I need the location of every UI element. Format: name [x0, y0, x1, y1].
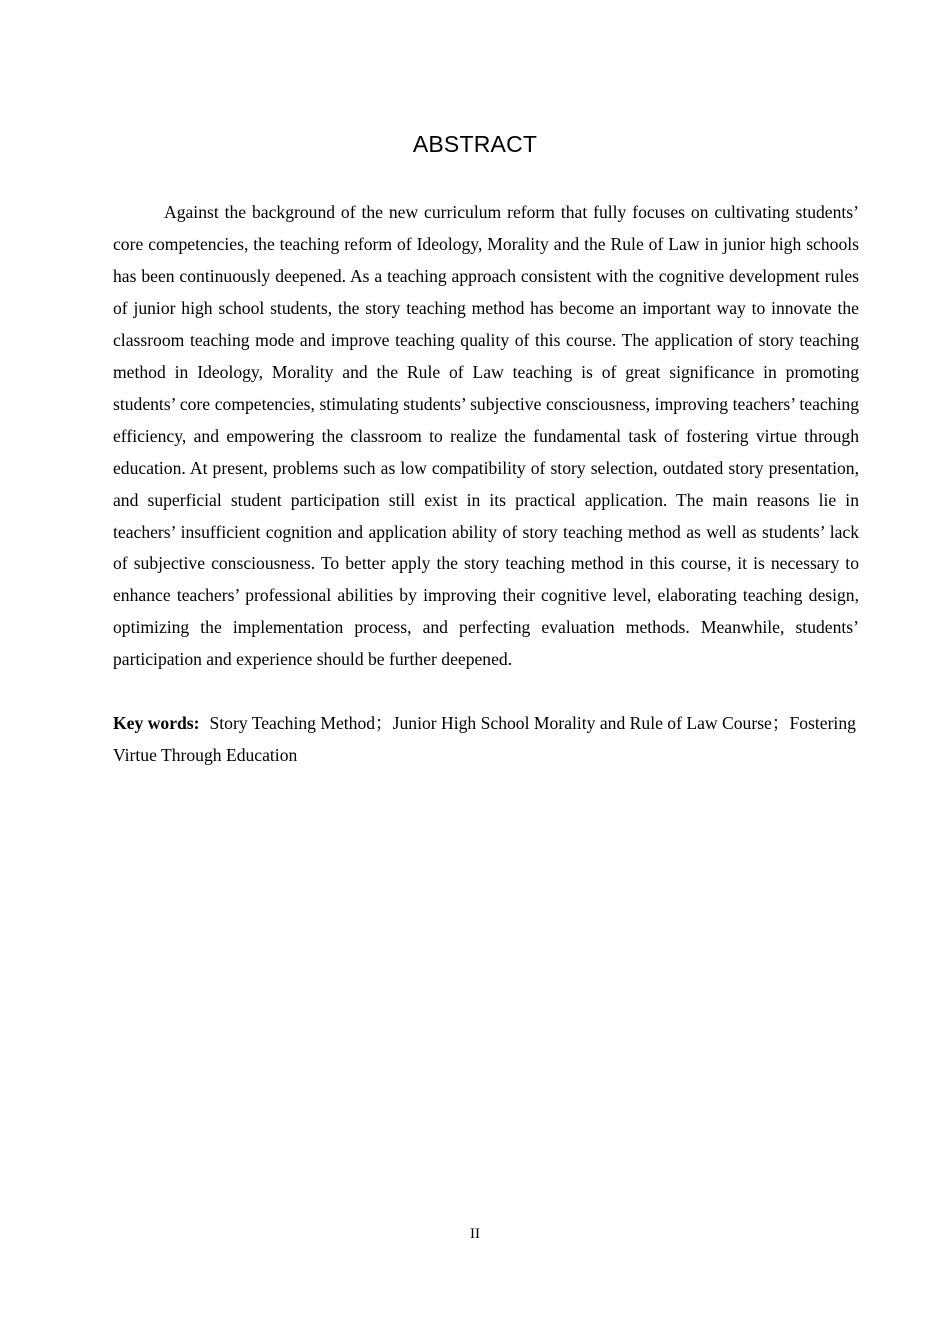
abstract-title: ABSTRACT — [412, 131, 538, 157]
keywords-label: Key words: — [113, 713, 200, 733]
keywords-line — [113, 708, 859, 772]
page-number: II — [470, 1226, 480, 1242]
abstract-paragraph: Against the background of the new curriculum reform that fully focuses on cultivating students’ core competencies, the teaching reform of Ideology, Morality and the Rule of Law in junior high schools has been continuously deepened. As a teaching approach consistent with the cognitive development rules of junior high school students, the story teaching method has become an important way to innovate the classroom teaching mode and improve teaching quality of this course. The application of story teaching method in Ideology, Morality and the Rule of Law teaching is of great significance in promoting students’ core competencies, stimulating students’ subjective consciousness, improving teachers’ teaching efficiency, and empowering the classroom to realize the fundamental task of fostering virtue through education. At present, problems such as low compatibility of story selection, outdated story presentation, and superficial student participation still exist in its practical application. The main reasons lie in teachers’ insufficient cognition and application ability of story teaching method as well as students’ lack of subjective consciousness. To better apply the story teaching method in this course, it is necessary to enhance teachers’ professional abilities by improving their cognitive level, elaborating teaching design, optimizing the implementation process, and perfecting evaluation methods. Meanwhile, students’ participation and experience should be further deepened. — [113, 202, 859, 670]
keywords-value: Story Teaching Method；Junior High School Morality and Rule of Law Course；Fostering Virtue Through Education — [113, 713, 856, 765]
